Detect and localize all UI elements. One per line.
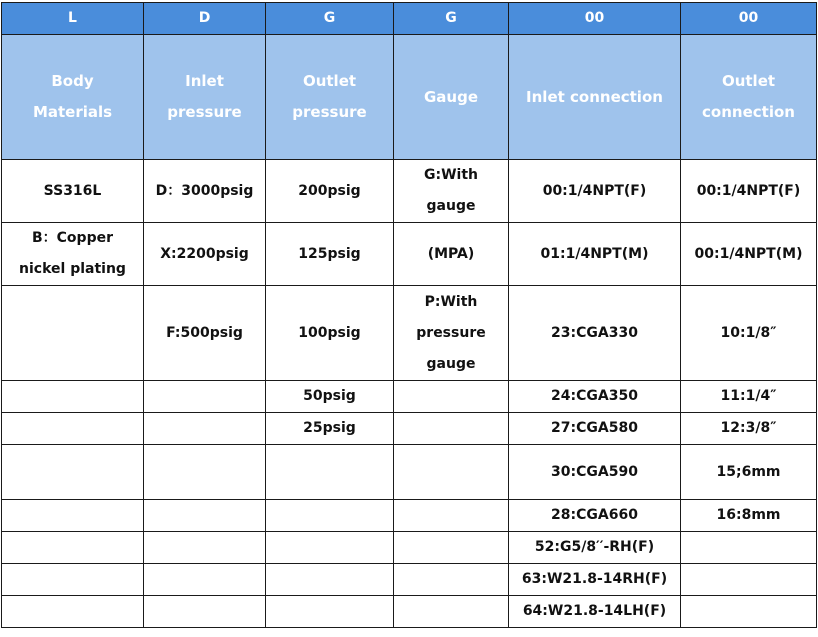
table-row — [2, 532, 817, 564]
code-body-materials: L — [2, 3, 144, 35]
outlet-pressure-cell: 25psig — [266, 413, 394, 445]
outlet-connection-cell — [681, 564, 817, 596]
gauge-cell — [394, 532, 509, 564]
inlet-pressure-cell — [144, 532, 266, 564]
outlet-pressure-cell — [266, 445, 394, 500]
body-material-cell — [2, 445, 144, 500]
header-gauge: Gauge — [394, 35, 509, 160]
outlet-pressure-cell — [266, 500, 394, 532]
outlet-pressure-cell: 50psig — [266, 381, 394, 413]
body-material-cell: SS316L — [2, 160, 144, 223]
gauge-cell — [394, 596, 509, 628]
header-outlet-pressure: Outlet pressure — [266, 35, 394, 160]
table-row — [2, 445, 817, 500]
outlet-connection-cell: 15;6mm — [681, 445, 817, 500]
inlet-connection-cell: 23:CGA330 — [509, 286, 681, 381]
gauge-cell: G:With gauge — [394, 160, 509, 223]
inlet-pressure-cell — [144, 413, 266, 445]
outlet-connection-cell: 00:1/4NPT(M) — [681, 223, 817, 286]
code-outlet-connection: 00 — [681, 3, 817, 35]
body-material-cell — [2, 286, 144, 381]
table-row — [2, 596, 817, 628]
inlet-pressure-cell: D：3000psig — [144, 160, 266, 223]
header-outlet-connection: Outlet connection — [681, 35, 817, 160]
code-inlet-pressure: D — [144, 3, 266, 35]
label-header-row — [2, 35, 817, 160]
outlet-connection-cell: 11:1/4″ — [681, 381, 817, 413]
outlet-connection-cell: 16:8mm — [681, 500, 817, 532]
header-inlet-connection: Inlet connection — [509, 35, 681, 160]
inlet-pressure-cell — [144, 381, 266, 413]
inlet-connection-cell: 01:1/4NPT(M) — [509, 223, 681, 286]
outlet-pressure-cell: 125psig — [266, 223, 394, 286]
code-header-row — [2, 3, 817, 35]
body-material-cell — [2, 596, 144, 628]
table-row — [2, 286, 817, 381]
table-row — [2, 564, 817, 596]
body-material-cell — [2, 381, 144, 413]
gauge-cell — [394, 445, 509, 500]
inlet-connection-cell: 64:W21.8-14LH(F) — [509, 596, 681, 628]
inlet-pressure-cell: F:500psig — [144, 286, 266, 381]
inlet-pressure-cell — [144, 500, 266, 532]
code-outlet-pressure: G — [266, 3, 394, 35]
gauge-cell — [394, 500, 509, 532]
inlet-connection-cell: 28:CGA660 — [509, 500, 681, 532]
header-body-materials: Body Materials — [2, 35, 144, 160]
outlet-pressure-cell — [266, 596, 394, 628]
table-row — [2, 413, 817, 445]
gauge-cell: P:With pressure gauge — [394, 286, 509, 381]
body-material-cell — [2, 413, 144, 445]
table-row — [2, 381, 817, 413]
gauge-cell — [394, 564, 509, 596]
body-material-cell — [2, 500, 144, 532]
inlet-pressure-cell — [144, 445, 266, 500]
outlet-pressure-cell — [266, 564, 394, 596]
table-row — [2, 160, 817, 223]
inlet-pressure-cell: X:2200psig — [144, 223, 266, 286]
inlet-connection-cell: 63:W21.8-14RH(F) — [509, 564, 681, 596]
code-gauge: G — [394, 3, 509, 35]
body-material-cell — [2, 532, 144, 564]
table-row — [2, 223, 817, 286]
outlet-connection-cell: 12:3/8″ — [681, 413, 817, 445]
outlet-connection-cell: 00:1/4NPT(F) — [681, 160, 817, 223]
body-material-cell: B：Copper nickel plating — [2, 223, 144, 286]
outlet-pressure-cell: 100psig — [266, 286, 394, 381]
code-inlet-connection: 00 — [509, 3, 681, 35]
inlet-connection-cell: 00:1/4NPT(F) — [509, 160, 681, 223]
outlet-connection-cell — [681, 532, 817, 564]
inlet-connection-cell: 27:CGA580 — [509, 413, 681, 445]
ordering-code-table — [1, 2, 817, 628]
outlet-pressure-cell: 200psig — [266, 160, 394, 223]
gauge-cell — [394, 413, 509, 445]
inlet-pressure-cell — [144, 596, 266, 628]
gauge-cell: (MPA) — [394, 223, 509, 286]
header-inlet-pressure: Inlet pressure — [144, 35, 266, 160]
table-row — [2, 500, 817, 532]
inlet-pressure-cell — [144, 564, 266, 596]
inlet-connection-cell: 24:CGA350 — [509, 381, 681, 413]
outlet-connection-cell — [681, 596, 817, 628]
body-material-cell — [2, 564, 144, 596]
inlet-connection-cell: 52:G5/8′′-RH(F) — [509, 532, 681, 564]
outlet-pressure-cell — [266, 532, 394, 564]
gauge-cell — [394, 381, 509, 413]
inlet-connection-cell: 30:CGA590 — [509, 445, 681, 500]
outlet-connection-cell: 10:1/8″ — [681, 286, 817, 381]
